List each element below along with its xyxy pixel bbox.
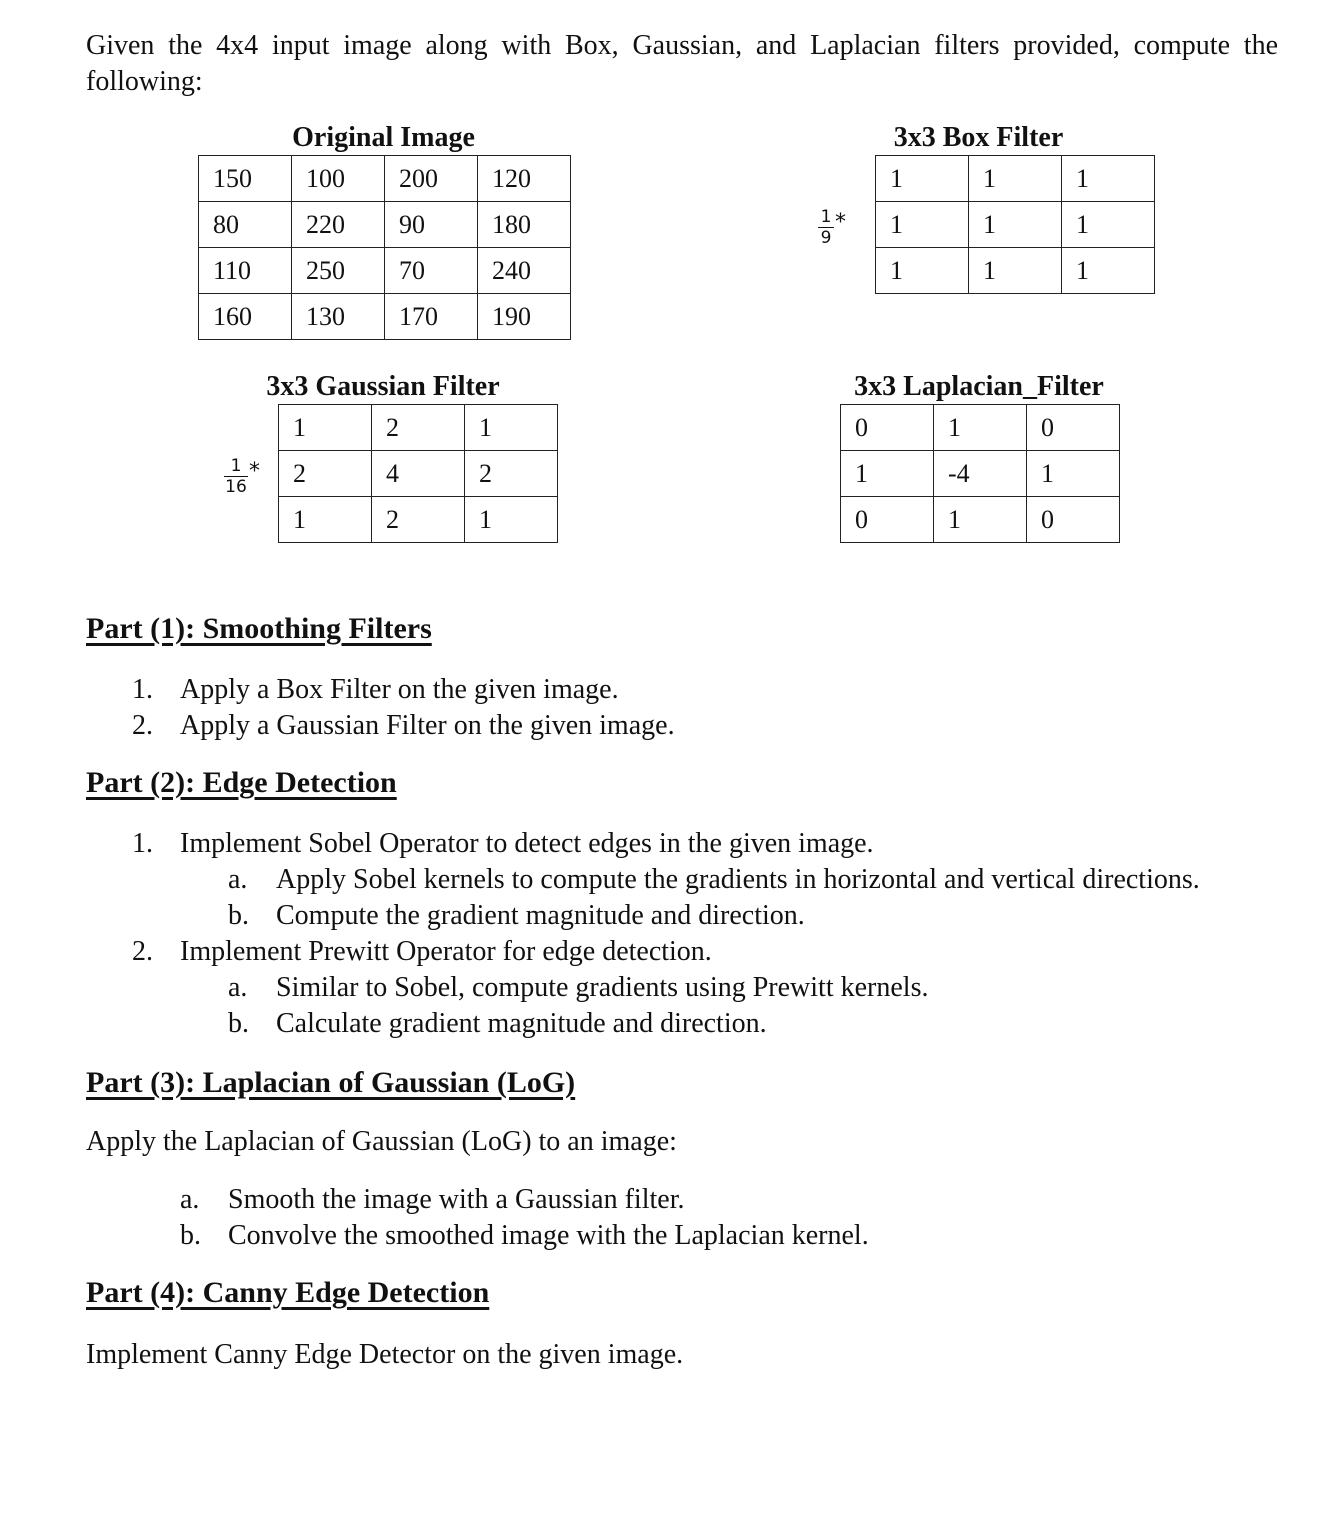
matrix-cell: 2 xyxy=(372,497,465,543)
matrix-cell: 1 xyxy=(1062,248,1155,294)
list-item xyxy=(180,1183,684,1217)
laplacian-filter-title: 3x3 Laplacian_Filter xyxy=(854,371,1104,402)
matrix-cell: 1 xyxy=(279,497,372,543)
list-item xyxy=(228,971,928,1005)
table-row xyxy=(841,405,1120,451)
box-filter-title: 3x3 Box Filter xyxy=(893,122,1064,153)
matrix-cell: 0 xyxy=(1027,497,1120,543)
matrix-cell: 80 xyxy=(199,202,292,248)
table-row xyxy=(279,497,558,543)
fraction-denominator: 16 xyxy=(225,477,247,497)
matrix-cell: 120 xyxy=(478,156,571,202)
matrix-cell: 1 xyxy=(465,405,558,451)
part1-heading: Part (1): Smoothing Filters xyxy=(86,612,432,645)
matrix-cell: 130 xyxy=(292,294,385,340)
matrix-cell: 1 xyxy=(841,451,934,497)
box-filter-table xyxy=(875,155,1155,294)
matrix-cell: 70 xyxy=(385,248,478,294)
part4-heading: Part (4): Canny Edge Detection xyxy=(86,1276,490,1309)
list-marker: b. xyxy=(180,1220,201,1251)
part3-intro: Apply the Laplacian of Gaussian (LoG) to an image: xyxy=(86,1126,677,1157)
matrix-cell: 2 xyxy=(465,451,558,497)
table-row xyxy=(279,451,558,497)
matrix-cell: 1 xyxy=(969,156,1062,202)
multiply-symbol: * xyxy=(835,210,846,235)
matrix-cell: 170 xyxy=(385,294,478,340)
matrix-cell: 1 xyxy=(969,202,1062,248)
list-item-text: Similar to Sobel, compute gradients using Prewitt kernels. xyxy=(276,972,929,1003)
list-marker: b. xyxy=(228,900,249,931)
matrix-cell: 1 xyxy=(279,405,372,451)
table-row xyxy=(199,156,571,202)
list-marker: 2. xyxy=(132,936,153,967)
list-item xyxy=(132,935,712,969)
matrix-cell: 100 xyxy=(292,156,385,202)
list-item-text: Implement Prewitt Operator for edge detection. xyxy=(180,936,712,967)
matrix-cell: 150 xyxy=(199,156,292,202)
matrix-cell: 0 xyxy=(841,497,934,543)
part4-text: Implement Canny Edge Detector on the given image. xyxy=(86,1339,684,1370)
gaussian-filter-fraction xyxy=(224,456,260,497)
matrix-cell: 0 xyxy=(841,405,934,451)
list-item xyxy=(228,899,805,933)
list-item-text: Smooth the image with a Gaussian filter. xyxy=(228,1184,685,1215)
list-item-text: Compute the gradient magnitude and direction. xyxy=(276,900,805,931)
gaussian-filter-table xyxy=(278,404,558,543)
list-item xyxy=(132,673,619,707)
table-row xyxy=(841,497,1120,543)
matrix-cell: 180 xyxy=(478,202,571,248)
list-marker: a. xyxy=(180,1184,200,1215)
list-item xyxy=(228,1007,767,1041)
matrix-cell: 1 xyxy=(1027,451,1120,497)
original-image-title: Original Image xyxy=(292,122,475,153)
matrix-cell: 250 xyxy=(292,248,385,294)
fraction-numerator: 1 xyxy=(818,207,834,228)
part2-heading: Part (2): Edge Detection xyxy=(86,766,397,799)
fraction-denominator: 9 xyxy=(820,228,832,248)
list-marker: 1. xyxy=(132,674,153,705)
list-item-text: Implement Sobel Operator to detect edges in the given image. xyxy=(180,828,874,859)
table-row xyxy=(199,294,571,340)
gaussian-filter-title: 3x3 Gaussian Filter xyxy=(266,371,500,402)
original-image-table xyxy=(198,155,571,340)
matrix-cell: -4 xyxy=(934,451,1027,497)
matrix-cell: 1 xyxy=(1062,156,1155,202)
box-filter-fraction xyxy=(818,207,846,248)
matrix-cell: 0 xyxy=(1027,405,1120,451)
matrix-cell: 1 xyxy=(876,248,969,294)
multiply-symbol: * xyxy=(249,459,260,484)
table-row xyxy=(876,248,1155,294)
matrix-cell: 2 xyxy=(279,451,372,497)
list-marker: a. xyxy=(228,864,248,895)
list-marker: b. xyxy=(228,1008,249,1039)
fraction-numerator: 1 xyxy=(224,456,248,477)
matrix-cell: 200 xyxy=(385,156,478,202)
matrix-cell: 4 xyxy=(372,451,465,497)
intro-text: Given the 4x4 input image along with Box, Gaussian, and Laplacian filters provided, compute the following: xyxy=(86,30,1278,97)
list-item-text: Apply a Box Filter on the given image. xyxy=(180,674,619,705)
table-row xyxy=(199,202,571,248)
matrix-cell: 190 xyxy=(478,294,571,340)
list-item-text: Apply a Gaussian Filter on the given image. xyxy=(180,710,675,741)
matrix-cell: 90 xyxy=(385,202,478,248)
matrix-cell: 1 xyxy=(876,156,969,202)
matrix-cell: 110 xyxy=(199,248,292,294)
list-item-text: Convolve the smoothed image with the Laplacian kernel. xyxy=(228,1220,869,1251)
part3-heading: Part (3): Laplacian of Gaussian (LoG) xyxy=(86,1066,576,1099)
laplacian-filter-table xyxy=(840,404,1120,543)
list-item xyxy=(132,827,874,861)
matrix-cell: 1 xyxy=(969,248,1062,294)
matrix-cell: 1 xyxy=(465,497,558,543)
list-item-text: Apply Sobel kernels to compute the gradients in horizontal and vertical directions. xyxy=(276,864,1200,895)
list-marker: a. xyxy=(228,972,248,1003)
matrix-cell: 1 xyxy=(876,202,969,248)
list-item xyxy=(180,1219,869,1253)
table-row xyxy=(876,202,1155,248)
table-row xyxy=(279,405,558,451)
list-marker: 2. xyxy=(132,710,153,741)
matrix-cell: 240 xyxy=(478,248,571,294)
matrix-cell: 1 xyxy=(1062,202,1155,248)
matrix-cell: 220 xyxy=(292,202,385,248)
matrix-cell: 160 xyxy=(199,294,292,340)
matrix-cell: 1 xyxy=(934,405,1027,451)
list-item-text: Calculate gradient magnitude and direction. xyxy=(276,1008,767,1039)
list-item xyxy=(132,709,675,743)
matrix-cell: 1 xyxy=(934,497,1027,543)
table-row xyxy=(199,248,571,294)
list-marker: 1. xyxy=(132,828,153,859)
matrix-cell: 2 xyxy=(372,405,465,451)
table-row xyxy=(841,451,1120,497)
list-item xyxy=(228,863,1200,897)
table-row xyxy=(876,156,1155,202)
